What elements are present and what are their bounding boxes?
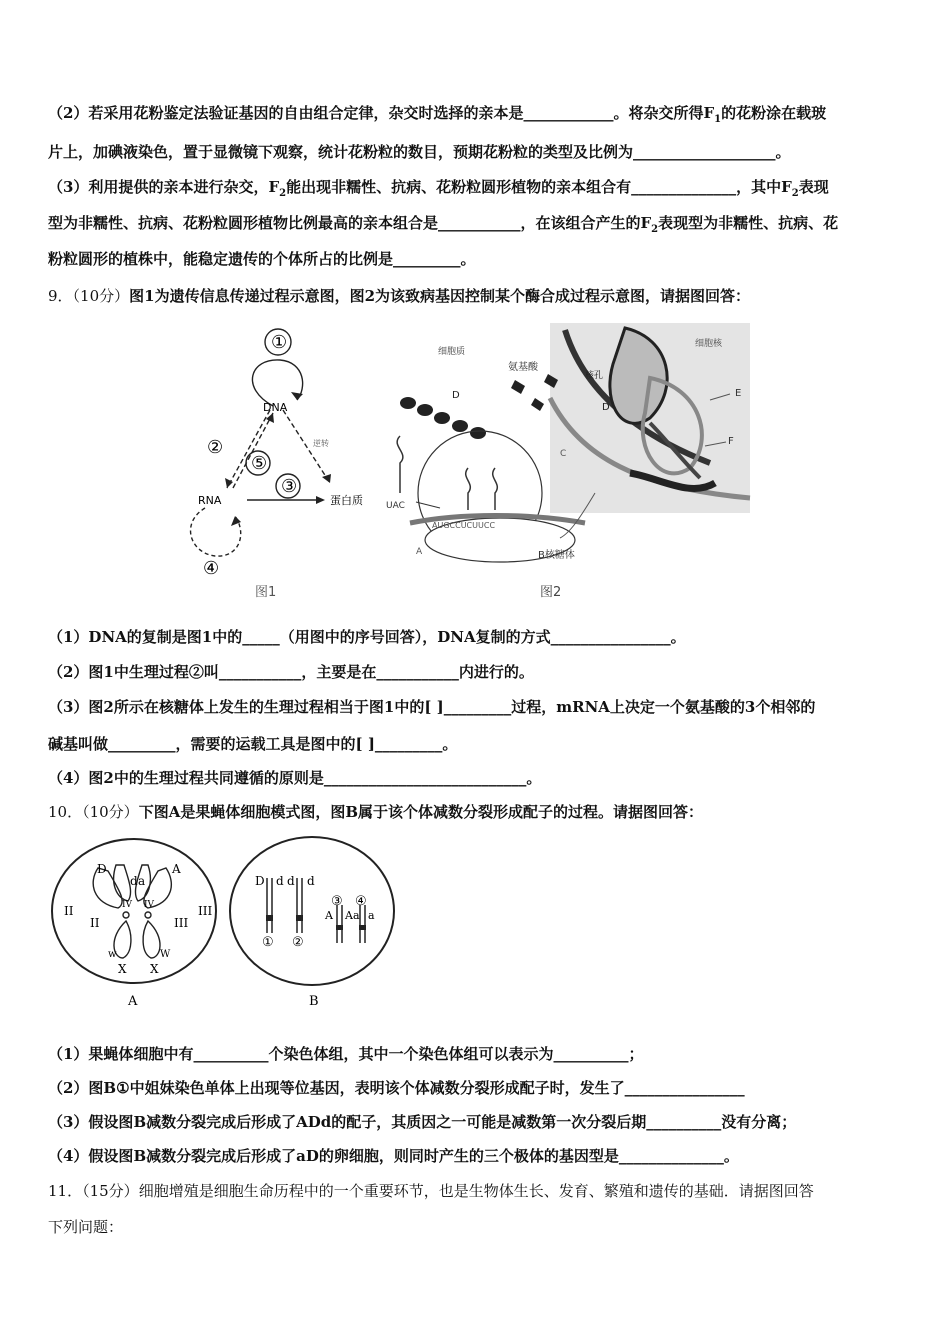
fig1-label-2: ② bbox=[207, 437, 224, 458]
figA-label-d: d bbox=[130, 874, 138, 888]
figB-label-d2: d bbox=[287, 874, 295, 888]
q8-part2-line2: 片上，加碘液染色，置于显微镜下观察，统计花粉粒的数目，预期花粉粒的类型及比例为___________________。 bbox=[48, 143, 791, 161]
figB-label-A2: A bbox=[345, 909, 353, 922]
q9-sub3-line1: （3）图2所示在核糖体上发生的生理过程相当于图1中的[ ]_________过程，mRNA上决定一个氨基酸的3个相邻的 bbox=[48, 698, 816, 716]
figA-label-X-left: X bbox=[118, 962, 127, 976]
q9-sub3-line2: 碱基叫做_________，需要的运载工具是图中的[ ]_________。 bbox=[48, 735, 458, 753]
figure-b-cell bbox=[225, 833, 405, 1013]
figB-label-1: ① bbox=[262, 935, 274, 950]
q8-part3-line2: 型为非糯性、抗病、花粉粒圆形植物比例最高的亲本组合是___________，在该组合产生的$F_2$表现型为非糯性、抗病、花 bbox=[48, 214, 839, 235]
figA-label-A: A bbox=[172, 862, 181, 876]
fig2-label-e: E bbox=[735, 388, 742, 399]
fig2-caption: 图2 bbox=[540, 585, 562, 600]
figA-label-II-inner: II bbox=[90, 916, 100, 930]
figA-label-III-inner: III bbox=[174, 916, 189, 930]
q9-sub2: （2）图1中生理过程②叫___________，主要是在___________内进行的。 bbox=[48, 663, 534, 681]
q10-sub3: （3）假设图B减数分裂完成后形成了ADd的配子，其质因之一可能是减数第一次分裂后期__________没有分离； bbox=[48, 1113, 797, 1131]
figB-label-a1: a bbox=[353, 909, 360, 922]
fig2-label-pore: 核孔 bbox=[585, 371, 604, 381]
figB-label-2: ② bbox=[292, 935, 304, 950]
figA-label-IV-right: IV bbox=[144, 900, 155, 910]
figB-label-d3: d bbox=[307, 874, 315, 888]
fig1-caption: 图1 bbox=[255, 585, 277, 600]
q10-sub4: （4）假设图B减数分裂完成后形成了aD的卵细胞，则同时产生的三个极体的基因型是______________。 bbox=[48, 1147, 739, 1165]
fig1-label-1: ① bbox=[271, 332, 288, 353]
q11-header-line2: 下列问题： bbox=[48, 1218, 124, 1236]
fig2-label-a: A bbox=[416, 547, 423, 557]
figB-label-A1: A bbox=[325, 909, 333, 922]
q10-header: 10．（10分）下图A是果蝇体细胞模式图，图B属于该个体减数分裂形成配子的过程。请据图回答： bbox=[48, 803, 704, 821]
figB-label-D: D bbox=[255, 874, 265, 888]
figure-2-diagram bbox=[380, 318, 752, 604]
fig1-loop-replication bbox=[252, 360, 302, 406]
fig1-label-protein: 蛋白质 bbox=[330, 494, 363, 507]
figure-1-diagram bbox=[185, 318, 395, 604]
figA-label-w: w bbox=[108, 949, 117, 960]
figA-label-X-right: X bbox=[150, 962, 159, 976]
figA-label-D: D bbox=[97, 862, 107, 876]
q8-part3-line3: 粉粒圆形的植株中，能稳定遗传的个体所占的比例是_________。 bbox=[48, 250, 476, 268]
fig2-label-d2: D bbox=[602, 402, 610, 413]
q9-header: 9．（10分）图1为遗传信息传递过程示意图，图2为该致病基因控制某个酶合成过程示意图，请据图回答： bbox=[48, 287, 751, 305]
fig2-label-cytoplasm: 细胞质 bbox=[438, 347, 466, 357]
q9-sub1: （1）DNA的复制是图1中的_____（用图中的序号回答），DNA复制的方式________________。 bbox=[48, 628, 686, 646]
figA-label-W: W bbox=[160, 949, 171, 960]
figA-label-IV-left: IV bbox=[122, 900, 133, 910]
figB-label-d1: d bbox=[276, 874, 284, 888]
fig1-label-reverse: 逆转 bbox=[313, 439, 329, 448]
fig1-loop-rna bbox=[191, 508, 241, 556]
figB-label-a2: a bbox=[368, 909, 375, 922]
figA-label-a: a bbox=[138, 874, 146, 888]
q9-sub4: （4）图2中的生理过程共同遵循的原则是___________________________。 bbox=[48, 769, 542, 787]
fig2-label-f: F bbox=[728, 436, 734, 447]
q8-part2-line1: （2）若采用花粉鉴定法验证基因的自由组合定律，杂交时选择的亲本是____________。将杂交所得$F_1$的花粉涂在载玻 bbox=[48, 104, 827, 125]
figA-caption: A bbox=[128, 994, 138, 1009]
fig1-label-rna: RNA bbox=[198, 494, 222, 507]
fig2-label-uac: UAC bbox=[386, 501, 405, 511]
q10-sub1: （1）果蝇体细胞中有__________个染色体组，其中一个染色体组可以表示为__________； bbox=[48, 1045, 644, 1063]
figure-a-cell bbox=[48, 833, 228, 1013]
fig2-label-ribosome: B核糖体 bbox=[538, 550, 575, 561]
q8-part3-line1: （3）利用提供的亲本进行杂交，$F_2$能出现非糯性、抗病、花粉粒圆形植物的亲本组合有______________，其中$F_2$表现 bbox=[48, 178, 829, 199]
fig2-label-mrna: AUGCCUCUUCC bbox=[432, 521, 496, 530]
fig2-label-amino: 氨基酸 bbox=[508, 362, 538, 373]
fig1-label-dna: DNA bbox=[263, 401, 288, 414]
fig2-label-nucleus: 细胞核 bbox=[695, 339, 723, 349]
figB-label-4: ④ bbox=[355, 894, 367, 909]
q11-header: 11．（15分）细胞增殖是细胞生命历程中的一个重要环节，也是生物体生长、发育、繁殖和遗传的基础．请据图回答 bbox=[48, 1182, 814, 1200]
fig1-label-5: ⑤ bbox=[251, 453, 268, 474]
fig1-label-3: ③ bbox=[281, 476, 298, 497]
figB-label-3: ③ bbox=[331, 894, 343, 909]
fig2-label-d: D bbox=[452, 390, 460, 401]
figA-label-II-left: II bbox=[64, 904, 74, 918]
fig1-label-4: ④ bbox=[203, 558, 220, 579]
figB-caption: B bbox=[309, 994, 319, 1009]
figA-cell-outline bbox=[52, 839, 216, 983]
q10-sub2: （2）图B①中姐妹染色单体上出现等位基因，表明该个体减数分裂形成配子时，发生了________________ bbox=[48, 1079, 745, 1097]
fig2-label-c: C bbox=[560, 449, 567, 459]
figA-label-III-right: III bbox=[198, 904, 213, 918]
